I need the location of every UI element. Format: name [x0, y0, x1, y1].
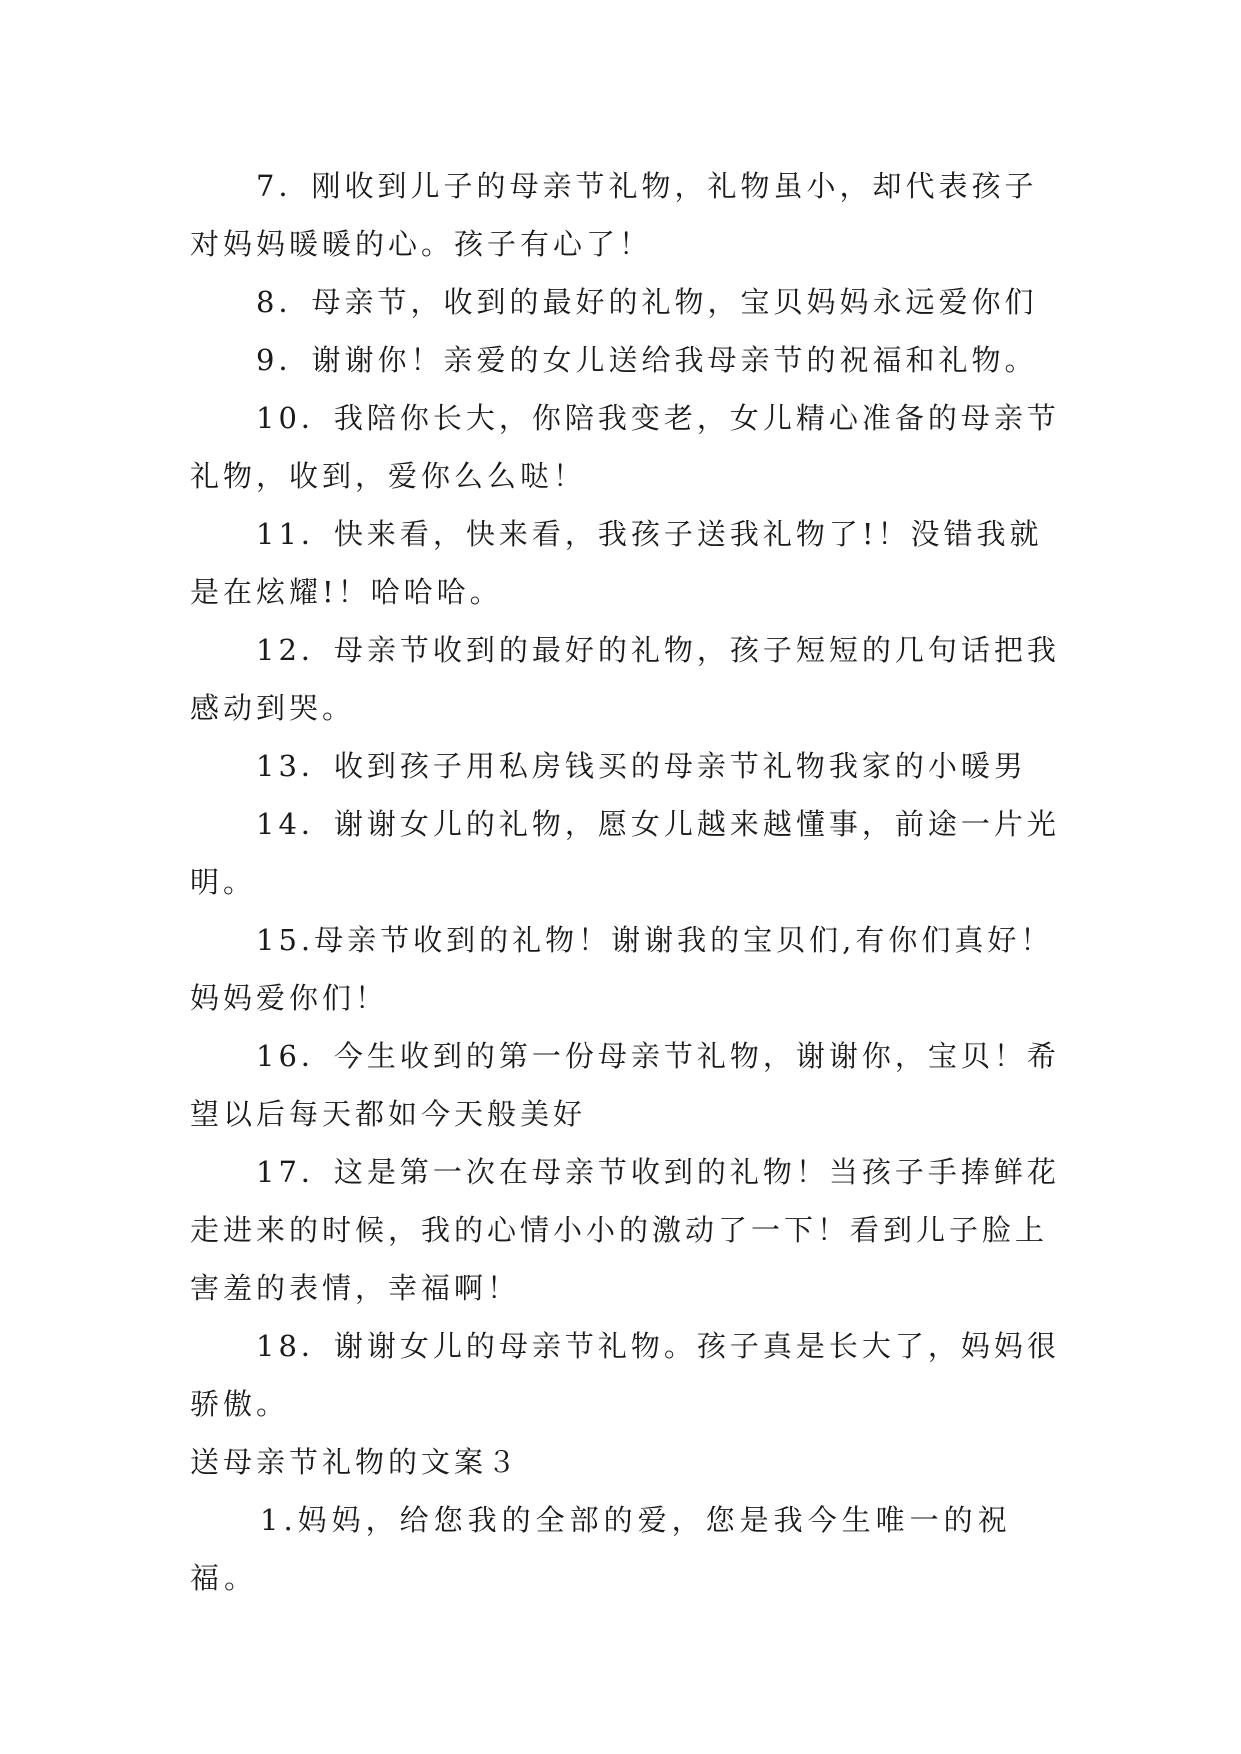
paragraph-15: 15.母亲节收到的礼物！谢谢我的宝贝们,有你们真好！妈妈爱你们！ — [190, 923, 1054, 1015]
paragraph-18: 18．谢谢女儿的母亲节礼物。孩子真是长大了，妈妈很骄傲。 — [190, 1329, 1060, 1421]
paragraph-12: 12．母亲节收到的最好的礼物，孩子短短的几句话把我感动到哭。 — [190, 633, 1060, 725]
paragraph-9: 9．谢谢你！亲爱的女儿送给我母亲节的祝福和礼物。 — [256, 343, 1038, 377]
paragraph-17: 17．这是第一次在母亲节收到的礼物！当孩子手捧鲜花走进来的时候，我的心情小小的激动了一下！看到儿子脸上害羞的表情，幸福啊！ — [190, 1155, 1060, 1305]
paragraph-10: 10．我陪你长大，你陪我变老，女儿精心准备的母亲节礼物，收到，爱你么么哒！ — [190, 401, 1060, 493]
document-body — [190, 157, 1060, 1607]
paragraph-7: 7．刚收到儿子的母亲节礼物，礼物虽小，却代表孩子对妈妈暖暖的心。孩子有心了！ — [190, 169, 1038, 261]
paragraph-13: 13．收到孩子用私房钱买的母亲节礼物我家的小暖男 — [256, 749, 1027, 783]
paragraph-11: 11．快来看，快来看，我孩子送我礼物了!！没错我就是在炫耀!！哈哈哈。 — [190, 517, 1043, 609]
section-heading: 送母亲节礼物的文案３ — [190, 1445, 521, 1479]
paragraph-16: 16．今生收到的第一份母亲节礼物，谢谢你，宝贝！希望以后每天都如今天般美好 — [190, 1039, 1060, 1131]
paragraph-8: 8．母亲节，收到的最好的礼物，宝贝妈妈永远爱你们 — [256, 285, 1038, 319]
paragraph-14: 14．谢谢女儿的礼物，愿女儿越来越懂事，前途一片光明。 — [190, 807, 1060, 899]
section-paragraph-1: 1.妈妈，给您我的全部的爱，您是我今生唯一的祝福。 — [190, 1503, 1012, 1595]
